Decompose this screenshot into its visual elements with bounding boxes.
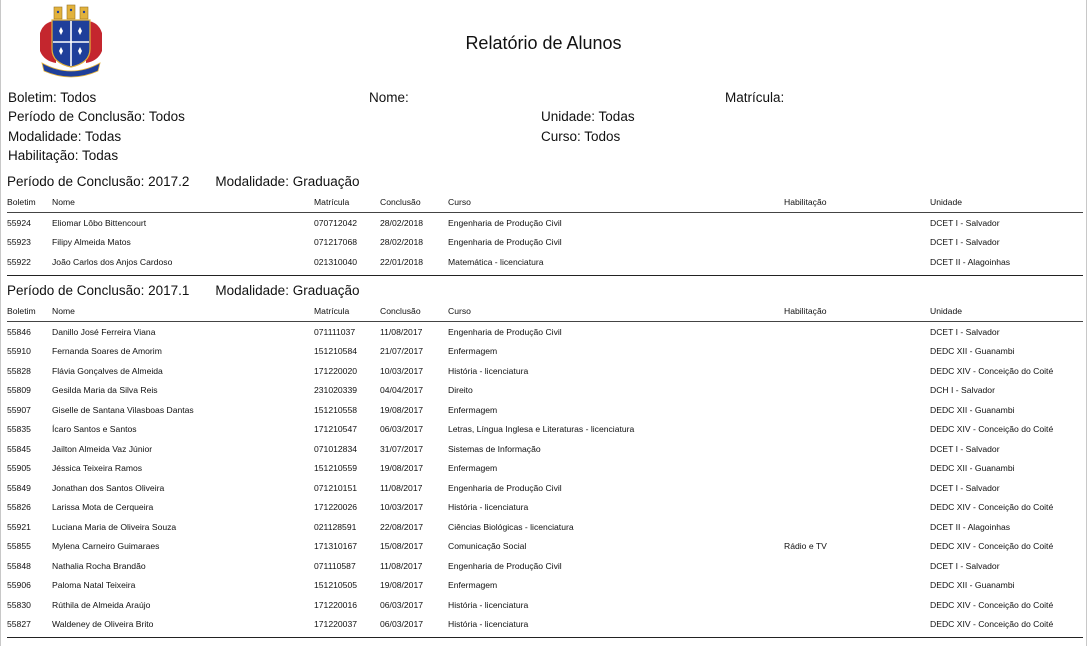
cell-matricula: 171220026 — [314, 502, 358, 513]
cell-habilitacao — [784, 361, 930, 381]
col-header-curso: Curso — [448, 192, 784, 213]
filter-matricula: Matrícula: — [725, 90, 785, 105]
cell-curso: História - licenciatura — [448, 619, 529, 630]
col-header-matricula: Matrícula — [314, 192, 380, 213]
cell-boletim: 55835 — [7, 424, 31, 435]
cell-boletim: 55923 — [7, 237, 31, 248]
cell-unidade: DEDC XIV - Conceição do Coité — [930, 365, 1054, 376]
cell-unidade: DEDC XIV - Conceição do Coité — [930, 502, 1054, 513]
cell-unidade: DCET II - Alagoinhas — [930, 521, 1011, 532]
cell-unidade: DEDC XII - Guanambi — [930, 346, 1015, 357]
cell-conclusao: 22/01/2018 — [380, 256, 424, 267]
cell-boletim: 55922 — [7, 256, 31, 267]
col-header-nome: Nome — [52, 192, 314, 213]
cell-curso: Engenharia de Produção Civil — [448, 482, 562, 493]
cell-nome: Flávia Gonçalves de Almeida — [52, 365, 163, 376]
cell-habilitacao — [784, 342, 930, 362]
table-row — [7, 213, 1083, 233]
table-row — [7, 459, 1083, 479]
col-header-habilitacao: Habilitação — [784, 301, 930, 322]
cell-matricula: 021310040 — [314, 256, 358, 267]
group-separator — [7, 637, 1083, 638]
students-table — [7, 192, 1083, 272]
report-group-2017-2 — [7, 172, 1083, 276]
filter-unidade: Unidade: Todas — [541, 109, 635, 124]
cell-conclusao: 06/03/2017 — [380, 424, 424, 435]
cell-habilitacao — [784, 322, 930, 342]
cell-boletim: 55845 — [7, 443, 31, 454]
cell-conclusao: 11/08/2017 — [380, 326, 423, 337]
cell-curso: Direito — [448, 385, 473, 396]
cell-nome: João Carlos dos Anjos Cardoso — [52, 256, 173, 267]
cell-conclusao: 22/08/2017 — [380, 521, 424, 532]
filter-modalidade: Modalidade: Todas — [8, 129, 122, 144]
cell-boletim: 55827 — [7, 619, 31, 630]
cell-matricula: 071012834 — [314, 443, 358, 454]
cell-nome: Jonathan dos Santos Oliveira — [52, 482, 165, 493]
cell-curso: Engenharia de Produção Civil — [448, 217, 562, 228]
cell-nome: Nathalia Rocha Brandão — [52, 560, 146, 571]
students-table — [7, 301, 1083, 634]
table-row — [7, 322, 1083, 342]
cell-boletim: 55905 — [7, 463, 31, 474]
cell-habilitacao — [784, 576, 930, 596]
table-row — [7, 420, 1083, 440]
table-row — [7, 233, 1083, 253]
col-header-unidade: Unidade — [930, 301, 1083, 322]
cell-habilitacao — [784, 459, 930, 479]
col-header-boletim: Boletim — [7, 192, 52, 213]
cell-nome: Larissa Mota de Cerqueira — [52, 502, 154, 513]
cell-habilitacao — [784, 233, 930, 253]
group-header — [7, 172, 1083, 192]
cell-matricula: 071110587 — [314, 560, 356, 571]
cell-conclusao: 28/02/2018 — [380, 237, 424, 248]
group-period: Período de Conclusão: 2017.1 — [7, 283, 190, 298]
col-header-matricula: Matrícula — [314, 301, 380, 322]
cell-habilitacao — [784, 381, 930, 401]
cell-nome: Danillo José Ferreira Viana — [52, 326, 156, 337]
cell-matricula: 071210151 — [314, 482, 358, 493]
cell-habilitacao — [784, 252, 930, 272]
cell-nome: Waldeney de Oliveira Brito — [52, 619, 154, 630]
group-header — [7, 281, 1083, 301]
cell-unidade: DCET I - Salvador — [930, 482, 1000, 493]
table-body — [7, 322, 1083, 635]
cell-curso: Enfermagem — [448, 463, 498, 474]
cell-curso: Letras, Língua Inglesa e Literaturas - licenciatura — [448, 424, 635, 435]
cell-conclusao: 06/03/2017 — [380, 599, 424, 610]
cell-unidade: DEDC XIV - Conceição do Coité — [930, 599, 1054, 610]
cell-curso: Engenharia de Produção Civil — [448, 237, 562, 248]
table-row — [7, 537, 1083, 557]
table-row — [7, 595, 1083, 615]
cell-curso: Engenharia de Produção Civil — [448, 326, 562, 337]
cell-unidade: DCH I - Salvador — [930, 385, 995, 396]
cell-curso: Comunicação Social — [448, 541, 527, 552]
cell-boletim: 55826 — [7, 502, 31, 513]
cell-matricula: 231020339 — [314, 385, 358, 396]
cell-matricula: 071111037 — [314, 326, 356, 337]
cell-matricula: 021128591 — [314, 521, 357, 532]
table-row — [7, 361, 1083, 381]
cell-boletim: 55855 — [7, 541, 31, 552]
cell-nome: Rúthila de Almeida Araújo — [52, 599, 151, 610]
cell-matricula: 171220016 — [314, 599, 358, 610]
cell-conclusao: 11/08/2017 — [380, 482, 423, 493]
cell-boletim: 55828 — [7, 365, 31, 376]
cell-conclusao: 21/07/2017 — [380, 346, 424, 357]
cell-conclusao: 28/02/2018 — [380, 217, 424, 228]
cell-habilitacao — [784, 400, 930, 420]
cell-habilitacao: Rádio e TV — [784, 541, 827, 552]
cell-habilitacao — [784, 420, 930, 440]
cell-habilitacao — [784, 556, 930, 576]
cell-curso: Sistemas de Informação — [448, 443, 541, 454]
cell-unidade: DEDC XII - Guanambi — [930, 580, 1015, 591]
cell-unidade: DEDC XIV - Conceição do Coité — [930, 619, 1054, 630]
cell-curso: História - licenciatura — [448, 502, 529, 513]
cell-nome: Giselle de Santana Vilasboas Dantas — [52, 404, 194, 415]
cell-curso: História - licenciatura — [448, 599, 529, 610]
cell-nome: Jéssica Teixeira Ramos — [52, 463, 143, 474]
cell-unidade: DEDC XIV - Conceição do Coité — [930, 541, 1054, 552]
cell-unidade: DCET I - Salvador — [930, 326, 1000, 337]
cell-conclusao: 11/08/2017 — [380, 560, 423, 571]
cell-habilitacao — [784, 439, 930, 459]
cell-boletim: 55809 — [7, 385, 31, 396]
cell-habilitacao — [784, 615, 930, 635]
table-header-row — [7, 301, 1083, 322]
cell-curso: Matemática - licenciatura — [448, 256, 544, 267]
group-separator — [7, 275, 1083, 276]
cell-unidade: DCET I - Salvador — [930, 560, 1000, 571]
cell-matricula: 171220037 — [314, 619, 358, 630]
table-row — [7, 615, 1083, 635]
cell-boletim: 55921 — [7, 521, 31, 532]
cell-conclusao: 19/08/2017 — [380, 580, 424, 591]
cell-conclusao: 10/03/2017 — [380, 502, 424, 513]
table-row — [7, 400, 1083, 420]
filter-habilitacao: Habilitação: Todas — [8, 148, 119, 163]
cell-matricula: 171210547 — [314, 424, 358, 435]
cell-nome: Gesilda Maria da Silva Reis — [52, 385, 158, 396]
cell-habilitacao — [784, 213, 930, 233]
cell-nome: Paloma Natal Teixeira — [52, 580, 136, 591]
filter-curso: Curso: Todos — [541, 129, 621, 144]
filter-boletim: Boletim: Todos — [8, 90, 97, 105]
cell-nome: Mylena Carneiro Guimaraes — [52, 541, 160, 552]
col-header-conclusao: Conclusão — [380, 301, 448, 322]
cell-boletim: 55846 — [7, 326, 31, 337]
group-modality: Modalidade: Graduação — [215, 283, 360, 298]
cell-boletim: 55910 — [7, 346, 31, 357]
col-header-nome: Nome — [52, 301, 314, 322]
cell-unidade: DEDC XIV - Conceição do Coité — [930, 424, 1054, 435]
cell-matricula: 151210559 — [314, 463, 358, 474]
cell-matricula: 151210584 — [314, 346, 358, 357]
filter-periodo: Período de Conclusão: Todos — [8, 109, 185, 124]
cell-curso: História - licenciatura — [448, 365, 529, 376]
cell-unidade: DCET I - Salvador — [930, 237, 1000, 248]
cell-habilitacao — [784, 478, 930, 498]
col-header-unidade: Unidade — [930, 192, 1083, 213]
cell-matricula: 151210558 — [314, 404, 358, 415]
cell-conclusao: 06/03/2017 — [380, 619, 424, 630]
cell-habilitacao — [784, 517, 930, 537]
table-row — [7, 342, 1083, 362]
cell-matricula: 070712042 — [314, 217, 358, 228]
cell-conclusao: 10/03/2017 — [380, 365, 424, 376]
col-header-conclusao: Conclusão — [380, 192, 448, 213]
cell-conclusao: 19/08/2017 — [380, 463, 424, 474]
table-row — [7, 439, 1083, 459]
cell-boletim: 55924 — [7, 217, 31, 228]
cell-matricula: 171310167 — [314, 541, 358, 552]
cell-habilitacao — [784, 498, 930, 518]
cell-curso: Enfermagem — [448, 404, 498, 415]
cell-nome: Jailton Almeida Vaz Júnior — [52, 443, 153, 454]
cell-conclusao: 15/08/2017 — [380, 541, 424, 552]
table-row — [7, 517, 1083, 537]
cell-conclusao: 04/04/2017 — [380, 385, 424, 396]
table-header-row — [7, 192, 1083, 213]
cell-matricula: 171220020 — [314, 365, 358, 376]
cell-matricula: 071217068 — [314, 237, 358, 248]
cell-boletim: 55907 — [7, 404, 31, 415]
table-row — [7, 478, 1083, 498]
table-body — [7, 213, 1083, 272]
cell-conclusao: 19/08/2017 — [380, 404, 424, 415]
group-period: Período de Conclusão: 2017.2 — [7, 174, 190, 189]
report-title: Relatório de Alunos — [465, 33, 622, 53]
cell-nome: Fernanda Soares de Amorim — [52, 346, 162, 357]
cell-curso: Enfermagem — [448, 580, 498, 591]
cell-unidade: DEDC XII - Guanambi — [930, 463, 1015, 474]
cell-unidade: DEDC XII - Guanambi — [930, 404, 1015, 415]
cell-nome: Ícaro Santos e Santos — [52, 424, 137, 435]
filter-nome: Nome: — [369, 90, 409, 105]
cell-nome: Luciana Maria de Oliveira Souza — [52, 521, 177, 532]
cell-boletim: 55906 — [7, 580, 31, 591]
cell-boletim: 55848 — [7, 560, 31, 571]
table-row — [7, 498, 1083, 518]
cell-nome: Eliomar Lôbo Bittencourt — [52, 217, 147, 228]
cell-conclusao: 31/07/2017 — [380, 443, 424, 454]
cell-unidade: DCET I - Salvador — [930, 217, 1000, 228]
cell-boletim: 55830 — [7, 599, 31, 610]
cell-matricula: 151210505 — [314, 580, 358, 591]
col-header-curso: Curso — [448, 301, 784, 322]
table-row — [7, 381, 1083, 401]
col-header-habilitacao: Habilitação — [784, 192, 930, 213]
cell-nome: Filipy Almeida Matos — [52, 237, 131, 248]
group-modality: Modalidade: Graduação — [215, 174, 360, 189]
table-row — [7, 576, 1083, 596]
cell-curso: Engenharia de Produção Civil — [448, 560, 562, 571]
cell-unidade: DCET II - Alagoinhas — [930, 256, 1011, 267]
table-row — [7, 252, 1083, 272]
cell-unidade: DCET I - Salvador — [930, 443, 1000, 454]
cell-boletim: 55849 — [7, 482, 31, 493]
col-header-boletim: Boletim — [7, 301, 52, 322]
report-group-2017-1 — [7, 281, 1083, 638]
cell-curso: Ciências Biológicas - licenciatura — [448, 521, 574, 532]
cell-habilitacao — [784, 595, 930, 615]
cell-curso: Enfermagem — [448, 346, 498, 357]
table-row — [7, 556, 1083, 576]
